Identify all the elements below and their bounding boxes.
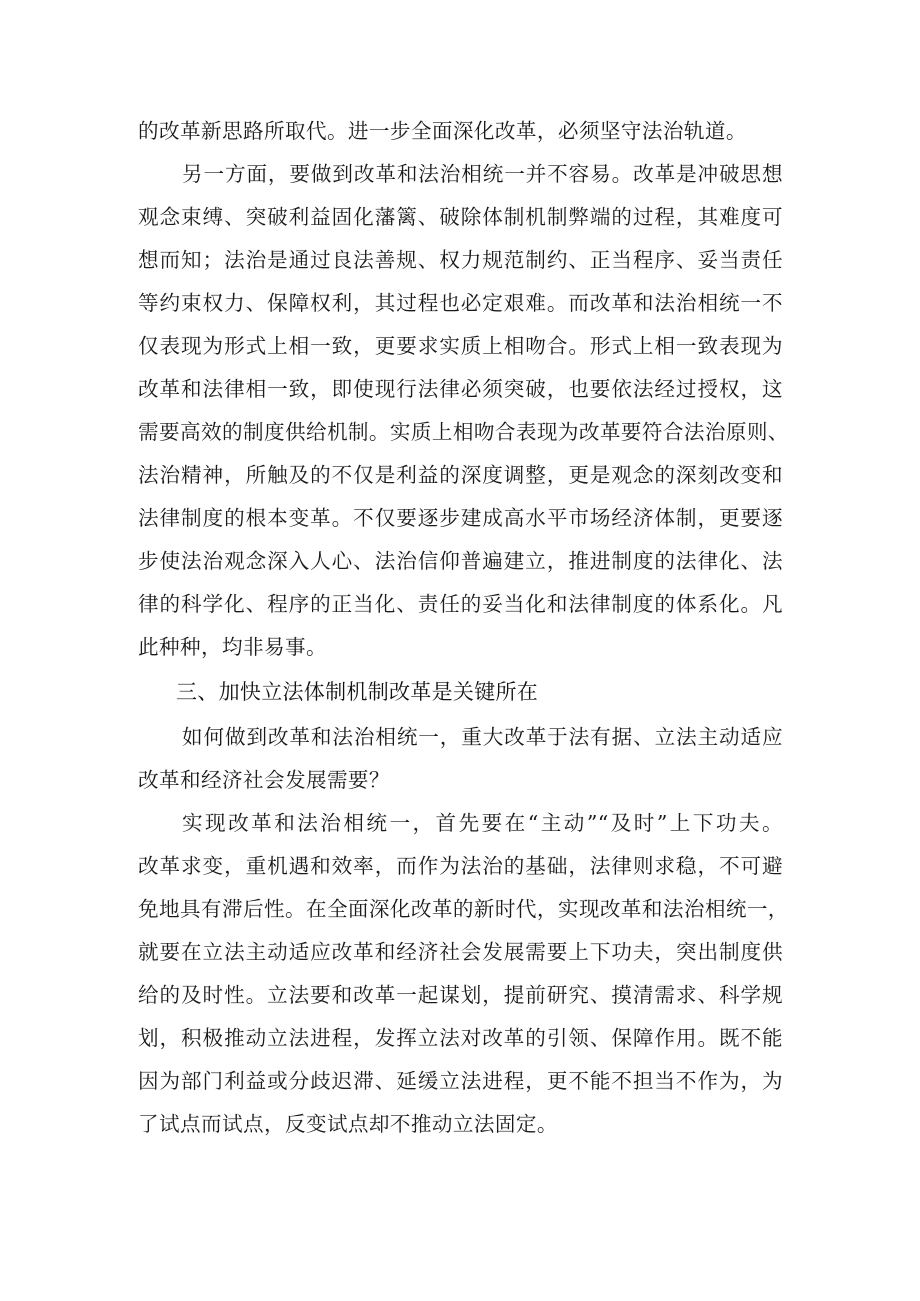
paragraph-continued [138, 110, 783, 153]
text-line: 就要在立法主动适应改革和经济社会发展需要上下功夫，突出制度供 [138, 940, 783, 964]
text-line: 等约束权力、保障权利，其过程也必定艰难。而改革和法治相统一不 [138, 291, 783, 315]
text-line: 实现改革和法治相统一，首先要在“主动”“及时”上下功夫。 [182, 811, 783, 835]
text-line: 观念束缚、突破利益固化藩篱、破除体制机制弊端的过程，其难度可 [138, 205, 783, 229]
text-line: 改革求变，重机遇和效率，而作为法治的基础，法律则求稳，不可避 [138, 854, 783, 878]
text-line: 步使法治观念深入人心、法治信仰普遍建立，推进制度的法律化、法 [138, 549, 783, 573]
text-line: 法律制度的根本变革。不仅要逐步建成高水平市场经济体制，更要逐 [138, 506, 783, 530]
text-line: 免地具有滞后性。在全面深化改革的新时代，实现改革和法治相统一， [138, 897, 789, 921]
paragraph-3 [138, 716, 783, 802]
text-line: 仅表现为形式上相一致，更要求实质上相吻合。形式上相一致表现为 [138, 334, 783, 358]
document-body [138, 110, 789, 1146]
text-line: 改革和法律相一致，即使现行法律必须突破，也要依法经过授权，这 [138, 377, 783, 401]
text-line: 律的科学化、程序的正当化、责任的妥当化和法律制度的体系化。凡 [138, 592, 783, 616]
section-heading: 三、加快立法体制机制改革是关键所在 [176, 680, 539, 704]
text-line: 划，积极推动立法进程，发挥立法对改革的引领、保障作用。既不能 [138, 1026, 783, 1050]
text-line: 如何做到改革和法治相统一，重大改革于法有据、立法主动适应 [182, 725, 783, 749]
text-line: 的改革新思路所取代。进一步全面深化改革，必须坚守法治轨道。 [138, 119, 747, 143]
text-line: 了试点而试点，反变试点却不推动立法固定。 [138, 1112, 558, 1136]
text-line: 需要高效的制度供给机制。实质上相吻合表现为改革要符合法治原则、 [138, 420, 789, 444]
text-line: 因为部门利益或分歧迟滞、延缓立法进程，更不能不担当不作为，为 [138, 1069, 783, 1093]
text-line: 想而知；法治是通过良法善规、权力规范制约、正当程序、妥当责任 [138, 248, 783, 272]
text-line: 此种种，均非易事。 [138, 635, 327, 659]
text-line: 法治精神，所触及的不仅是利益的深度调整，更是观念的深刻改变和 [138, 463, 783, 487]
text-line: 改革和经济社会发展需要？ [138, 768, 390, 792]
text-line: 另一方面，要做到改革和法治相统一并不容易。改革是冲破思想 [182, 162, 783, 186]
paragraph-2 [138, 153, 789, 669]
text-line: 给的及时性。立法要和改革一起谋划，提前研究、摸清需求、科学规 [138, 983, 783, 1007]
paragraph-4 [138, 802, 789, 1146]
